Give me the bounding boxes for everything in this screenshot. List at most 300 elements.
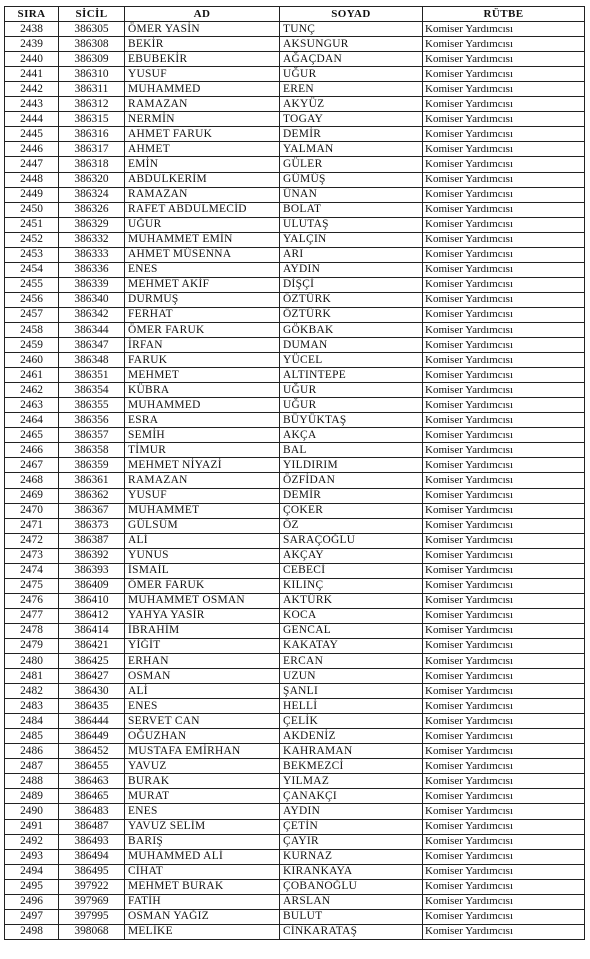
cell-rutbe: Komiser Yardımcısı xyxy=(423,172,585,187)
cell-ad: RAFET ABDULMECİD xyxy=(125,202,280,217)
table-header xyxy=(5,7,585,22)
cell-sicil: 386362 xyxy=(59,488,125,503)
cell-sira: 2453 xyxy=(5,247,59,262)
cell-rutbe: Komiser Yardımcısı xyxy=(423,684,585,699)
cell-ad: BEKİR xyxy=(125,37,280,52)
cell-ad: MEHMET xyxy=(125,368,280,383)
cell-rutbe: Komiser Yardımcısı xyxy=(423,849,585,864)
cell-sicil: 386359 xyxy=(59,458,125,473)
cell-sira: 2456 xyxy=(5,292,59,307)
cell-sicil: 386367 xyxy=(59,503,125,518)
cell-sicil: 386421 xyxy=(59,638,125,653)
cell-ad: ENES xyxy=(125,262,280,277)
cell-sira: 2486 xyxy=(5,744,59,759)
table-row xyxy=(5,608,585,623)
cell-sira: 2447 xyxy=(5,157,59,172)
cell-sira: 2483 xyxy=(5,699,59,714)
table-row xyxy=(5,82,585,97)
table-row xyxy=(5,804,585,819)
table-row xyxy=(5,232,585,247)
table-row xyxy=(5,157,585,172)
cell-rutbe: Komiser Yardımcısı xyxy=(423,413,585,428)
table-row xyxy=(5,533,585,548)
cell-ad: SEMİH xyxy=(125,428,280,443)
cell-soyad: AKSUNGUR xyxy=(280,37,423,52)
cell-soyad: KAKATAY xyxy=(280,638,423,653)
cell-ad: İBRAHİM xyxy=(125,623,280,638)
cell-sira: 2468 xyxy=(5,473,59,488)
cell-rutbe: Komiser Yardımcısı xyxy=(423,518,585,533)
cell-sicil: 386312 xyxy=(59,97,125,112)
cell-sira: 2439 xyxy=(5,37,59,52)
cell-rutbe: Komiser Yardımcısı xyxy=(423,322,585,337)
table-row xyxy=(5,202,585,217)
cell-ad: MEHMET AKİF xyxy=(125,277,280,292)
cell-rutbe: Komiser Yardımcısı xyxy=(423,578,585,593)
cell-ad: FATİH xyxy=(125,894,280,909)
table-row xyxy=(5,413,585,428)
cell-rutbe: Komiser Yardımcısı xyxy=(423,834,585,849)
cell-rutbe: Komiser Yardımcısı xyxy=(423,729,585,744)
cell-sicil: 397995 xyxy=(59,909,125,924)
cell-soyad: AKÇAY xyxy=(280,548,423,563)
cell-ad: İSMAİL xyxy=(125,563,280,578)
cell-soyad: BÜYÜKTAŞ xyxy=(280,413,423,428)
table-row xyxy=(5,172,585,187)
cell-sicil: 386444 xyxy=(59,714,125,729)
cell-soyad: ÇAYIR xyxy=(280,834,423,849)
cell-sira: 2442 xyxy=(5,82,59,97)
cell-ad: ABDULKERİM xyxy=(125,172,280,187)
cell-soyad: KILINÇ xyxy=(280,578,423,593)
header-row xyxy=(5,7,585,22)
cell-soyad: TOGAY xyxy=(280,112,423,127)
cell-sicil: 386393 xyxy=(59,563,125,578)
cell-sicil: 386320 xyxy=(59,172,125,187)
cell-rutbe: Komiser Yardımcısı xyxy=(423,202,585,217)
cell-soyad: BAL xyxy=(280,443,423,458)
cell-sicil: 386354 xyxy=(59,383,125,398)
cell-soyad: KURNAZ xyxy=(280,849,423,864)
cell-sicil: 386311 xyxy=(59,82,125,97)
cell-rutbe: Komiser Yardımcısı xyxy=(423,608,585,623)
cell-soyad: AĞAÇDAN xyxy=(280,52,423,67)
cell-soyad: ARI xyxy=(280,247,423,262)
table-row xyxy=(5,623,585,638)
table-row xyxy=(5,503,585,518)
cell-sira: 2459 xyxy=(5,338,59,353)
table-row xyxy=(5,443,585,458)
cell-sira: 2484 xyxy=(5,714,59,729)
cell-sicil: 386356 xyxy=(59,413,125,428)
cell-sira: 2462 xyxy=(5,383,59,398)
table-body xyxy=(5,22,585,940)
cell-ad: MUHAMMET OSMAN xyxy=(125,593,280,608)
cell-ad: FARUK xyxy=(125,353,280,368)
table-row xyxy=(5,398,585,413)
cell-ad: MUSTAFA EMİRHAN xyxy=(125,744,280,759)
cell-ad: OĞUZHAN xyxy=(125,729,280,744)
cell-ad: YUSUF xyxy=(125,488,280,503)
cell-sira: 2472 xyxy=(5,533,59,548)
table-row xyxy=(5,924,585,939)
cell-sira: 2496 xyxy=(5,894,59,909)
cell-sira: 2477 xyxy=(5,608,59,623)
cell-sicil: 386316 xyxy=(59,127,125,142)
cell-ad: ALİ xyxy=(125,533,280,548)
cell-sira: 2476 xyxy=(5,593,59,608)
cell-soyad: AKDENİZ xyxy=(280,729,423,744)
cell-rutbe: Komiser Yardımcısı xyxy=(423,774,585,789)
cell-sicil: 386318 xyxy=(59,157,125,172)
cell-soyad: KIRANKAYA xyxy=(280,864,423,879)
cell-soyad: ÇOBANOĞLU xyxy=(280,879,423,894)
cell-ad: TİMUR xyxy=(125,443,280,458)
cell-soyad: ÖZTÜRK xyxy=(280,307,423,322)
cell-ad: DURMUŞ xyxy=(125,292,280,307)
cell-rutbe: Komiser Yardımcısı xyxy=(423,247,585,262)
cell-sira: 2491 xyxy=(5,819,59,834)
cell-ad: RAMAZAN xyxy=(125,187,280,202)
cell-sicil: 397922 xyxy=(59,879,125,894)
cell-soyad: AYDIN xyxy=(280,804,423,819)
cell-soyad: GÖKBAK xyxy=(280,322,423,337)
cell-sicil: 386348 xyxy=(59,353,125,368)
table-row xyxy=(5,879,585,894)
cell-sira: 2441 xyxy=(5,67,59,82)
cell-soyad: ÖZ xyxy=(280,518,423,533)
cell-rutbe: Komiser Yardımcısı xyxy=(423,338,585,353)
cell-sicil: 386358 xyxy=(59,443,125,458)
cell-sicil: 386412 xyxy=(59,608,125,623)
cell-ad: AHMET MÜSENNA xyxy=(125,247,280,262)
table-row xyxy=(5,849,585,864)
cell-sicil: 386425 xyxy=(59,654,125,669)
cell-rutbe: Komiser Yardımcısı xyxy=(423,277,585,292)
cell-sicil: 386309 xyxy=(59,52,125,67)
table-row xyxy=(5,759,585,774)
table-row xyxy=(5,819,585,834)
cell-rutbe: Komiser Yardımcısı xyxy=(423,864,585,879)
cell-rutbe: Komiser Yardımcısı xyxy=(423,804,585,819)
cell-ad: RAMAZAN xyxy=(125,97,280,112)
cell-ad: ENES xyxy=(125,804,280,819)
cell-rutbe: Komiser Yardımcısı xyxy=(423,428,585,443)
cell-sira: 2493 xyxy=(5,849,59,864)
table-row xyxy=(5,834,585,849)
cell-ad: OSMAN xyxy=(125,669,280,684)
table-row xyxy=(5,473,585,488)
cell-soyad: ÜNAN xyxy=(280,187,423,202)
cell-sira: 2458 xyxy=(5,322,59,337)
cell-sicil: 386336 xyxy=(59,262,125,277)
cell-sicil: 386483 xyxy=(59,804,125,819)
cell-sira: 2489 xyxy=(5,789,59,804)
table-row xyxy=(5,353,585,368)
cell-sicil: 386387 xyxy=(59,533,125,548)
cell-sira: 2469 xyxy=(5,488,59,503)
cell-ad: MELİKE xyxy=(125,924,280,939)
cell-rutbe: Komiser Yardımcısı xyxy=(423,638,585,653)
cell-rutbe: Komiser Yardımcısı xyxy=(423,699,585,714)
cell-rutbe: Komiser Yardımcısı xyxy=(423,879,585,894)
cell-soyad: CEBECİ xyxy=(280,563,423,578)
cell-ad: MUHAMMED xyxy=(125,398,280,413)
cell-rutbe: Komiser Yardımcısı xyxy=(423,52,585,67)
table-row xyxy=(5,518,585,533)
cell-rutbe: Komiser Yardımcısı xyxy=(423,759,585,774)
cell-rutbe: Komiser Yardımcısı xyxy=(423,383,585,398)
table-row xyxy=(5,578,585,593)
cell-sicil: 386494 xyxy=(59,849,125,864)
cell-soyad: ERCAN xyxy=(280,654,423,669)
cell-ad: YAVUZ SELİM xyxy=(125,819,280,834)
cell-rutbe: Komiser Yardımcısı xyxy=(423,548,585,563)
cell-sira: 2465 xyxy=(5,428,59,443)
cell-sicil: 386317 xyxy=(59,142,125,157)
cell-rutbe: Komiser Yardımcısı xyxy=(423,654,585,669)
cell-ad: EMİN xyxy=(125,157,280,172)
cell-rutbe: Komiser Yardımcısı xyxy=(423,82,585,97)
cell-ad: OSMAN YAĞIZ xyxy=(125,909,280,924)
cell-rutbe: Komiser Yardımcısı xyxy=(423,127,585,142)
table-row xyxy=(5,383,585,398)
cell-sira: 2457 xyxy=(5,307,59,322)
cell-soyad: GENCAL xyxy=(280,623,423,638)
header-sira: SIRA xyxy=(5,7,59,22)
cell-soyad: YALÇIN xyxy=(280,232,423,247)
cell-sira: 2452 xyxy=(5,232,59,247)
cell-ad: MUHAMMED xyxy=(125,82,280,97)
cell-ad: EBUBEKİR xyxy=(125,52,280,67)
cell-sira: 2487 xyxy=(5,759,59,774)
cell-soyad: ALTINTEPE xyxy=(280,368,423,383)
cell-sira: 2471 xyxy=(5,518,59,533)
table-row xyxy=(5,338,585,353)
header-sicil: SİCİL xyxy=(59,7,125,22)
cell-sira: 2445 xyxy=(5,127,59,142)
cell-ad: MUHAMMET EMİN xyxy=(125,232,280,247)
cell-sicil: 386449 xyxy=(59,729,125,744)
cell-sicil: 386455 xyxy=(59,759,125,774)
cell-sira: 2446 xyxy=(5,142,59,157)
cell-rutbe: Komiser Yardımcısı xyxy=(423,292,585,307)
cell-rutbe: Komiser Yardımcısı xyxy=(423,157,585,172)
cell-soyad: EREN xyxy=(280,82,423,97)
cell-soyad: DEMİR xyxy=(280,488,423,503)
cell-sicil: 386310 xyxy=(59,67,125,82)
cell-sira: 2495 xyxy=(5,879,59,894)
cell-soyad: BOLAT xyxy=(280,202,423,217)
cell-ad: ÖMER YASİN xyxy=(125,22,280,37)
cell-sira: 2448 xyxy=(5,172,59,187)
cell-sicil: 386357 xyxy=(59,428,125,443)
personnel-table xyxy=(4,6,585,940)
table-row xyxy=(5,127,585,142)
cell-ad: AHMET FARUK xyxy=(125,127,280,142)
table-row xyxy=(5,22,585,37)
cell-sira: 2444 xyxy=(5,112,59,127)
table-row xyxy=(5,774,585,789)
cell-ad: YAVUZ xyxy=(125,759,280,774)
cell-sira: 2497 xyxy=(5,909,59,924)
cell-sira: 2494 xyxy=(5,864,59,879)
cell-rutbe: Komiser Yardımcısı xyxy=(423,714,585,729)
cell-sicil: 386342 xyxy=(59,307,125,322)
cell-rutbe: Komiser Yardımcısı xyxy=(423,112,585,127)
table-row xyxy=(5,217,585,232)
table-row xyxy=(5,262,585,277)
cell-sicil: 398068 xyxy=(59,924,125,939)
cell-sicil: 397969 xyxy=(59,894,125,909)
cell-ad: BARIŞ xyxy=(125,834,280,849)
cell-ad: ÖMER FARUK xyxy=(125,578,280,593)
cell-rutbe: Komiser Yardımcısı xyxy=(423,232,585,247)
cell-soyad: AKÇA xyxy=(280,428,423,443)
table-row xyxy=(5,428,585,443)
cell-soyad: YÜCEL xyxy=(280,353,423,368)
cell-soyad: KOCA xyxy=(280,608,423,623)
cell-sira: 2474 xyxy=(5,563,59,578)
cell-sira: 2492 xyxy=(5,834,59,849)
cell-sira: 2478 xyxy=(5,623,59,638)
cell-rutbe: Komiser Yardımcısı xyxy=(423,443,585,458)
cell-ad: FERHAT xyxy=(125,307,280,322)
cell-soyad: YILMAZ xyxy=(280,774,423,789)
cell-sicil: 386332 xyxy=(59,232,125,247)
table-row xyxy=(5,277,585,292)
cell-sicil: 386324 xyxy=(59,187,125,202)
cell-rutbe: Komiser Yardımcısı xyxy=(423,503,585,518)
cell-soyad: ÇETİN xyxy=(280,819,423,834)
cell-ad: ENES xyxy=(125,699,280,714)
cell-rutbe: Komiser Yardımcısı xyxy=(423,307,585,322)
cell-sira: 2467 xyxy=(5,458,59,473)
cell-sicil: 386430 xyxy=(59,684,125,699)
table-row xyxy=(5,307,585,322)
cell-rutbe: Komiser Yardımcısı xyxy=(423,744,585,759)
cell-rutbe: Komiser Yardımcısı xyxy=(423,67,585,82)
table-row xyxy=(5,247,585,262)
cell-sira: 2488 xyxy=(5,774,59,789)
cell-rutbe: Komiser Yardımcısı xyxy=(423,488,585,503)
cell-ad: YİĞİT xyxy=(125,638,280,653)
cell-ad: YAHYA YASİR xyxy=(125,608,280,623)
cell-sira: 2438 xyxy=(5,22,59,37)
table-row xyxy=(5,97,585,112)
cell-sicil: 386308 xyxy=(59,37,125,52)
cell-sira: 2460 xyxy=(5,353,59,368)
cell-rutbe: Komiser Yardımcısı xyxy=(423,97,585,112)
cell-sira: 2461 xyxy=(5,368,59,383)
cell-soyad: YALMAN xyxy=(280,142,423,157)
cell-soyad: ARSLAN xyxy=(280,894,423,909)
cell-ad: BURAK xyxy=(125,774,280,789)
table-row xyxy=(5,789,585,804)
cell-sicil: 386410 xyxy=(59,593,125,608)
cell-ad: ÖMER FARUK xyxy=(125,322,280,337)
table-row xyxy=(5,488,585,503)
cell-sicil: 386305 xyxy=(59,22,125,37)
cell-rutbe: Komiser Yardımcısı xyxy=(423,909,585,924)
cell-soyad: GÜLER xyxy=(280,157,423,172)
cell-sicil: 386347 xyxy=(59,338,125,353)
table-row xyxy=(5,714,585,729)
cell-soyad: AKYÜZ xyxy=(280,97,423,112)
cell-rutbe: Komiser Yardımcısı xyxy=(423,262,585,277)
cell-sira: 2450 xyxy=(5,202,59,217)
cell-rutbe: Komiser Yardımcısı xyxy=(423,894,585,909)
cell-ad: RAMAZAN xyxy=(125,473,280,488)
table-row xyxy=(5,729,585,744)
cell-sicil: 386487 xyxy=(59,819,125,834)
cell-soyad: AYDIN xyxy=(280,262,423,277)
cell-sicil: 386315 xyxy=(59,112,125,127)
cell-rutbe: Komiser Yardımcısı xyxy=(423,458,585,473)
cell-ad: AHMET xyxy=(125,142,280,157)
cell-sira: 2482 xyxy=(5,684,59,699)
cell-soyad: KAHRAMAN xyxy=(280,744,423,759)
cell-sira: 2490 xyxy=(5,804,59,819)
cell-ad: ESRA xyxy=(125,413,280,428)
cell-ad: SERVET CAN xyxy=(125,714,280,729)
cell-sicil: 386361 xyxy=(59,473,125,488)
cell-soyad: HELLİ xyxy=(280,699,423,714)
cell-sicil: 386414 xyxy=(59,623,125,638)
table-row xyxy=(5,744,585,759)
cell-rutbe: Komiser Yardımcısı xyxy=(423,217,585,232)
cell-soyad: ÇANAKÇI xyxy=(280,789,423,804)
cell-rutbe: Komiser Yardımcısı xyxy=(423,593,585,608)
cell-ad: NERMİN xyxy=(125,112,280,127)
cell-ad: MEHMET NİYAZİ xyxy=(125,458,280,473)
cell-rutbe: Komiser Yardımcısı xyxy=(423,924,585,939)
table-row xyxy=(5,909,585,924)
cell-soyad: DUMAN xyxy=(280,338,423,353)
table-row xyxy=(5,368,585,383)
cell-soyad: UĞUR xyxy=(280,67,423,82)
cell-soyad: UĞUR xyxy=(280,383,423,398)
cell-sira: 2454 xyxy=(5,262,59,277)
cell-sicil: 386339 xyxy=(59,277,125,292)
cell-sicil: 386326 xyxy=(59,202,125,217)
cell-sicil: 386392 xyxy=(59,548,125,563)
cell-soyad: ÇOKER xyxy=(280,503,423,518)
cell-ad: MEHMET BURAK xyxy=(125,879,280,894)
table-row xyxy=(5,669,585,684)
table-row xyxy=(5,563,585,578)
cell-rutbe: Komiser Yardımcısı xyxy=(423,368,585,383)
cell-sira: 2464 xyxy=(5,413,59,428)
cell-soyad: ÖZTÜRK xyxy=(280,292,423,307)
cell-rutbe: Komiser Yardımcısı xyxy=(423,473,585,488)
cell-rutbe: Komiser Yardımcısı xyxy=(423,22,585,37)
cell-rutbe: Komiser Yardımcısı xyxy=(423,563,585,578)
cell-ad: MUHAMMED ALİ xyxy=(125,849,280,864)
cell-sira: 2470 xyxy=(5,503,59,518)
cell-sicil: 386333 xyxy=(59,247,125,262)
cell-ad: MURAT xyxy=(125,789,280,804)
table-row xyxy=(5,684,585,699)
cell-ad: KÜBRA xyxy=(125,383,280,398)
header-ad: AD xyxy=(125,7,280,22)
cell-sicil: 386344 xyxy=(59,322,125,337)
cell-soyad: BULUT xyxy=(280,909,423,924)
cell-sira: 2480 xyxy=(5,654,59,669)
table-row xyxy=(5,322,585,337)
cell-sicil: 386373 xyxy=(59,518,125,533)
table-row xyxy=(5,894,585,909)
